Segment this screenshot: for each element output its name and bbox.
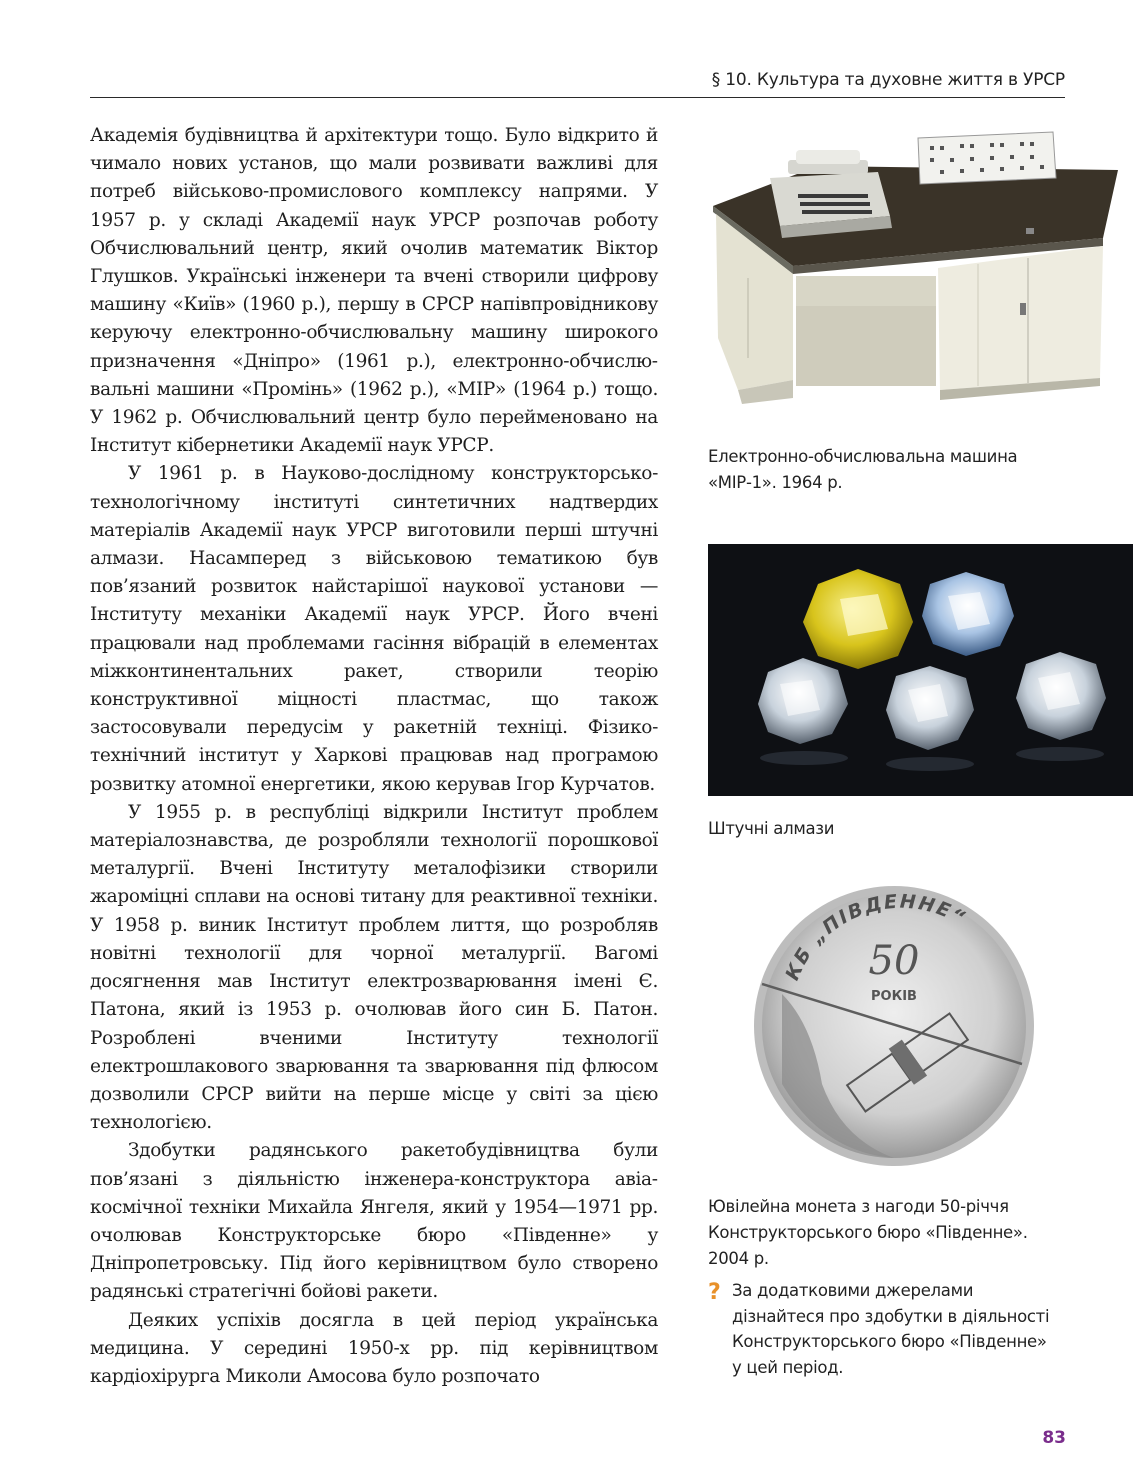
computer-caption: Електронно-обчислювальна машина «МІР-1». 1964 р. — [708, 447, 1018, 492]
main-text-column — [90, 122, 658, 1391]
paragraph-1: Академія будівництва й архітектури тощо. Було відкрито й чимало нових установ, що мали розвивати важливі для потреб військово-промислового комплексу напрями. У 1957 р. у складі Академії наук УРСР розпочав роботу Обчислювальний центр, який очолив математик Віктор Глушков. Українські інженери та вчені створили цифрову машину «Київ» (1960 р.), першу в СРСР напівпровідникову керуючу електронно-обчислювальну машину широкого призначення «Дніпро» (1961 р.), електронно-обчислювальні машини «Промінь» (1962 р.), «МІР» (1964 р.) тощо. У 1962 р. Обчислювальний центр було перейменовано на Інститут кібернетики Академії наук УРСР. — [90, 125, 658, 457]
coin-photo — [752, 884, 1037, 1169]
paragraph-2: У 1961 р. в Науково-дослідному конструкторсько-технологічному інституті синтетичних надтвердих матеріалів Академії наук УРСР виготовили перші штучні алмази. Насамперед з військовою тематикою був пов’язаний розвиток найстарішої наукової установи — Інституту механіки Академії наук УРСР. Його вчені працювали над проблемами гасіння вібрацій в елементах міжконтинентальних ракет, створили теорію конструктивної міцності пластмас, що також застосовували передусім у ракетній техніці. Фізико-технічний інститут у Харкові працював над програмою розвитку атомної енергетики, якою керував Ігор Курчатов. — [90, 463, 658, 795]
paragraph-3: У 1955 р. в республіці відкрили Інститут проблем матеріалознавства, де розробляли технології порошкової металургії. Вчені Інституту металофізики створили жароміцні сплави на основі титану для реактивної техніки. У 1958 р. виник Інститут проблем лиття, що розробляв новітні технології для чорної металургії. Вагомі досягнення мав Інститут електрозварювання імені Є. Патона, який із 1953 р. очолював його син Б. Патон. Розроблені вченими Інституту технології електрошлакового зварювання та зварювання під флюсом дозволили СРСР вийти на перше місце у світі за цією технологією. — [90, 801, 658, 1134]
coin-caption: Ювілейна монета з нагоди 50-річчя Конструкторського бюро «Південне». 2004 р. — [708, 1197, 1028, 1268]
computer-photo — [708, 128, 1118, 410]
diamonds-caption: Штучні алмази — [708, 819, 835, 838]
section-title: § 10. Культура та духовне життя в УРСР — [711, 70, 1065, 90]
paragraph-4: Здобутки радянського ракетобудівництва були пов’язані з діяльністю інженера-конструктора авіакосмічної техніки Михайла Янгеля, який у 1954—1971 рр. очолював Конструкторське бюро «Південне» у Дніпропетровську. Під його керівництвом було створено радянські стратегічні бойові ракети. — [90, 1140, 658, 1303]
coin-number: 50 — [868, 938, 920, 984]
question-text: За додатковими джерелами дізнайтеся про здобутки в діяльності Конструкторського бюро «Південне» у цей період. — [732, 1281, 1050, 1377]
paragraph-5: Деяких успіхів досягла в цей період українська медицина. У середині 1950-х рр. під керівництвом кардіохірурга Миколи Амосова було розпочато — [90, 1309, 658, 1387]
question-mark-icon: ? — [708, 1280, 721, 1305]
coin-inscription: КБ „ПІВДЕННЕ“ — [781, 890, 970, 984]
question-box — [708, 1278, 1058, 1380]
diamonds-photo — [708, 544, 1133, 796]
coin-years: РОКІВ — [871, 989, 917, 1004]
running-header — [90, 70, 1065, 98]
page-number: 83 — [1042, 1428, 1066, 1448]
